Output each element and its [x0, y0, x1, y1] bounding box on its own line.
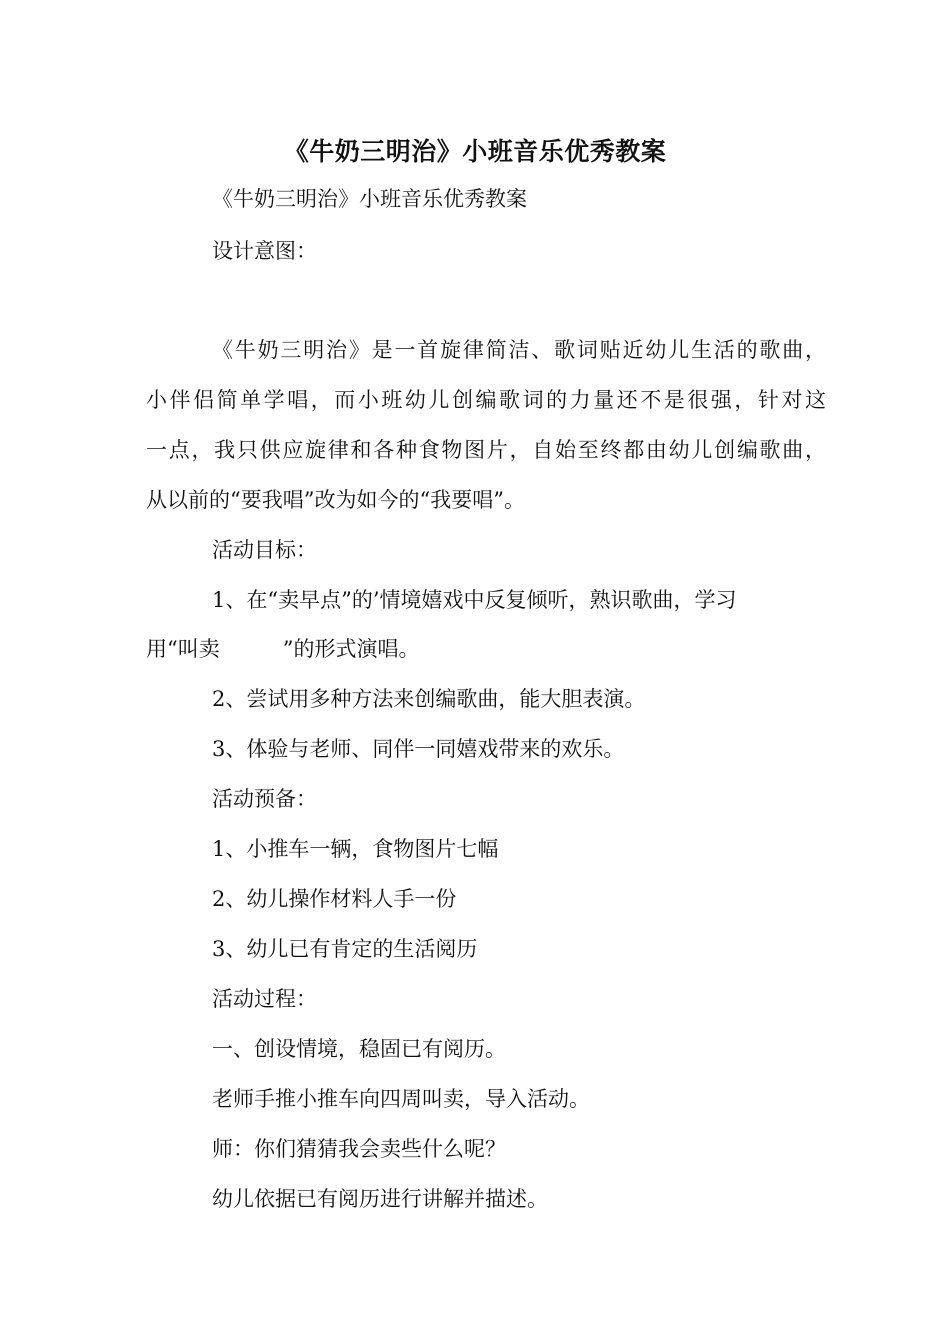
- design-paragraph-line-4: 从以前的“要我唱”改为如今的“我要唱”。: [146, 488, 525, 512]
- process-step-1-b: 师：你们猜猜我会卖些什么呢？: [212, 1137, 506, 1161]
- prep-item-3: 3、幼儿已有肯定的生活阅历: [212, 937, 478, 961]
- goal-1-line-2: 用“叫卖 ”的形式演唱。: [146, 637, 420, 661]
- goals-heading: 活动目标：: [212, 538, 317, 562]
- document-title: 《牛奶三明治》小班音乐优秀教案: [283, 137, 667, 166]
- process-step-1: 一、创设情境，稳固已有阅历。: [212, 1037, 506, 1061]
- goal-2: 2、尝试用多种方法来创编歌曲，能大胆表演。: [212, 687, 646, 711]
- design-paragraph-line-1: 《牛奶三明治》是一首旋律简洁、歌词贴近幼儿生活的歌曲，: [212, 338, 826, 362]
- prep-item-1: 1、小推车一辆，食物图片七幅: [212, 837, 499, 861]
- prep-heading: 活动预备：: [212, 787, 317, 811]
- document-subtitle: 《牛奶三明治》小班音乐优秀教案: [212, 187, 527, 211]
- design-paragraph-line-3: 一点，我只供应旋律和各种食物图片，自始至终都由幼儿创编歌曲，: [146, 438, 826, 462]
- design-paragraph-line-2: 小伴侣简单学唱，而小班幼儿创编歌词的力量还不是很强，针对这: [146, 388, 826, 412]
- process-step-1-c: 幼儿依据已有阅历进行讲解并描述。: [212, 1187, 548, 1211]
- design-heading: 设计意图：: [212, 239, 317, 263]
- goal-1-line-1: 1、在“卖早点”的’情境嬉戏中反复倾听，熟识歌曲，学习: [212, 588, 737, 612]
- prep-item-2: 2、幼儿操作材料人手一份: [212, 887, 457, 911]
- process-step-1-a: 老师手推小推车向四周叫卖，导入活动。: [212, 1087, 590, 1111]
- process-heading: 活动过程：: [212, 987, 317, 1011]
- goal-3: 3、体验与老师、同伴一同嬉戏带来的欢乐。: [212, 737, 625, 761]
